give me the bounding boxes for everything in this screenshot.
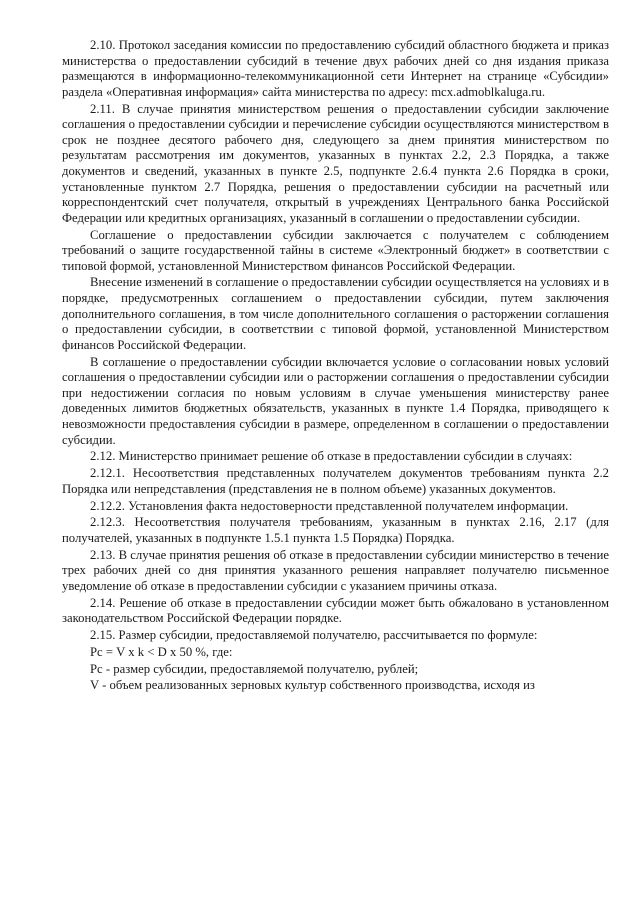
- paragraph-2-15: 2.15. Размер субсидии, предоставляемой получателю, рассчитывается по формуле:: [90, 628, 538, 643]
- paragraph-2-12-3: 2.12.3. Несоответствия получателя требованиям, указанным в пунктах 2.16, 2.17 (для получателей, указанных в подпункте 1.5.1 пункта 1.5 Порядка) Порядка.: [62, 515, 609, 545]
- formula: Рс = V x k < D x 50 %, где:: [90, 644, 233, 659]
- paragraph-2-14: 2.14. Решение об отказе в предоставлении субсидии может быть обжаловано в установленном законодательством Российской Федерации порядке.: [62, 595, 609, 626]
- paragraph-agreement: Соглашение о предоставлении субсидии заключается с получателем с соблюдением требований о защите государственной тайны в системе «Электронный бюджет» в соответствии с типовой формой, установленной Министерством финансов Российской Федерации.: [62, 227, 609, 273]
- document-page: [62, 38, 609, 695]
- paragraph-amendments: Внесение изменений в соглашение о предоставлении субсидии осуществляется на условиях и в порядке, предусмотренных соглашением о предоставлении субсидии, путем заключения дополнительного соглашения, в том числе дополнительного соглашения о расторжении соглашения о предоставлении субсидии, в соответствии с типовой формой, установленной Министерством финансов Российской Федерации.: [62, 275, 609, 352]
- formula-definition-pc: Рс - размер субсидии, предоставляемой получателю, рублей;: [90, 661, 419, 676]
- formula-definition-v: V - объем реализованных зерновых культур собственного производства, исходя из: [90, 678, 535, 693]
- paragraph-2-12-1: 2.12.1. Несоответствия представленных получателем документов требованиям пункта 2.2 Порядка или непредставления (представления не в полном объеме) указанных документов.: [62, 466, 609, 496]
- paragraph-2-13: 2.13. В случае принятия решения об отказе в предоставлении субсидии министерство в течение трех рабочих дней со дня принятия указанного решения направляет получателю письменное уведомление об отказе в предоставлении субсидии с указанием причины отказа.: [62, 547, 609, 593]
- paragraph-2-10: 2.10. Протокол заседания комиссии по предоставлению субсидий областного бюджета и приказ министерства о предоставлении субсидий в течение двух рабочих дней со дня издания приказа размещаются в информационно-телекоммуникационной сети Интернет на странице «Субсидии» раздела «Оперативная информация» сайта министерства по адресу: mcx.admoblkaluga.ru.: [62, 38, 609, 99]
- paragraph-2-11: 2.11. В случае принятия министерством решения о предоставлении субсидии заключение соглашения о предоставлении субсидии и перечисление субсидии осуществляются министерством в срок не позднее десятого рабочего дня, следующего за днем принятия министерством по результатам рассмотрения им документов, указанных в пунктах 2.2, 2.3 Порядка, а также документов и сведений, указанных в пункте 2.5, подпункте 2.6.4 пункта 2.6 Порядка в сроки, установленные пунктом 2.7 Порядка, решения о предоставлении субсидии на расчетный или корреспондентский счет получателя, открытый в учреждениях Центрального банка Российской Федерации или кредитных организациях, указанный в соглашении о предоставлении субсидии.: [62, 101, 609, 225]
- paragraph-2-12-2: 2.12.2. Установления факта недостоверности представленной получателем информации.: [90, 498, 569, 513]
- paragraph-2-12: 2.12. Министерство принимает решение об отказе в предоставлении субсидии в случаях:: [90, 449, 573, 464]
- paragraph-new-conditions: В соглашение о предоставлении субсидии включается условие о согласовании новых условий соглашения о предоставлении субсидии или о расторжении соглашения о предоставлении субсидии при недостижении согласия по новым условиям в случае уменьшения министерству ранее доведенных лимитов бюджетных обязательств, указанных в пункте 1.4 Порядка, приводящего к невозможности предоставления субсидии в размере, определенном в соглашении о предоставлении субсидии.: [62, 354, 609, 447]
